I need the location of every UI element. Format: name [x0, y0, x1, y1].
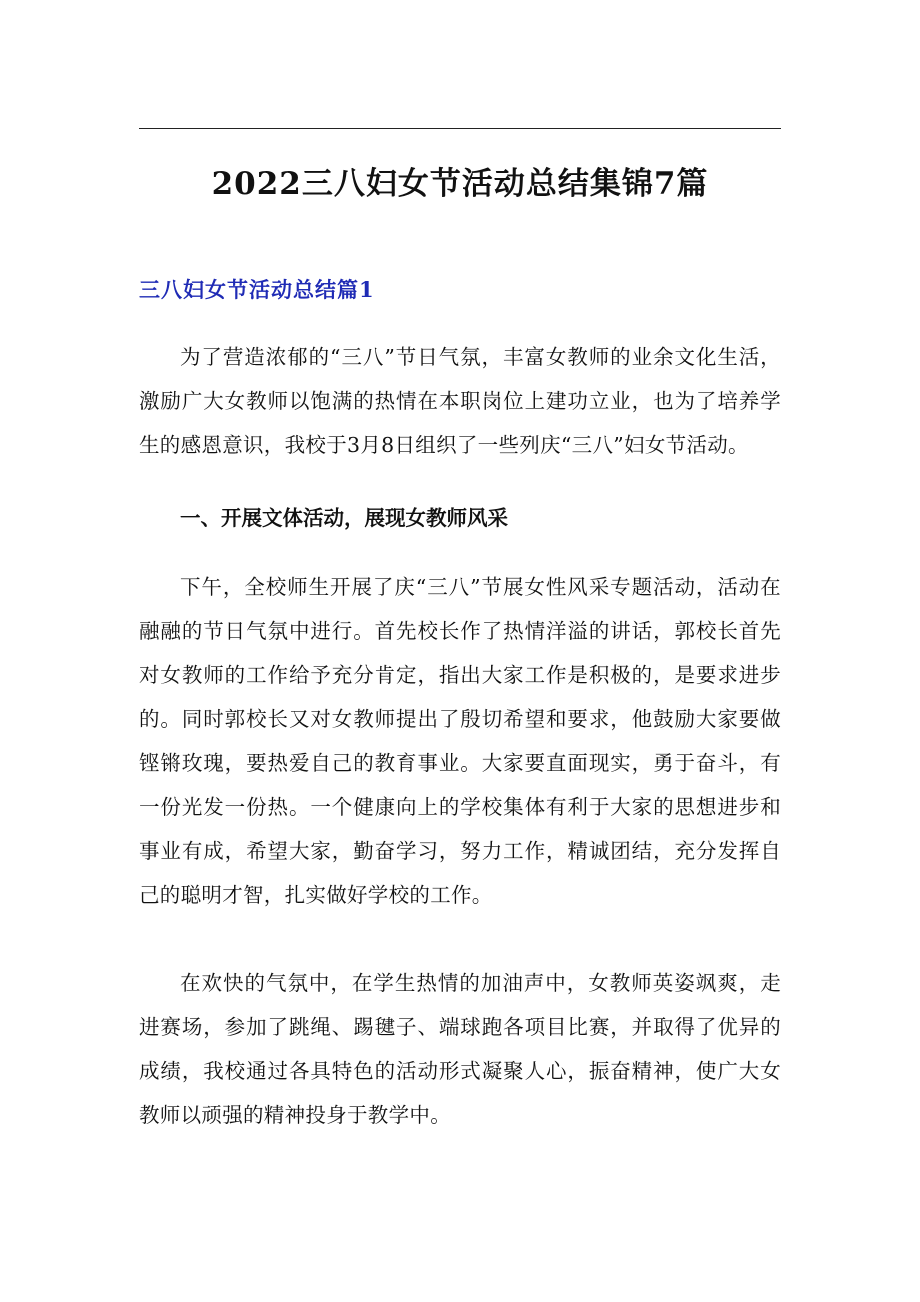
- section-heading: 三八妇女节活动总结篇1: [139, 277, 375, 302]
- body-paragraph-3: 在欢快的气氛中，在学生热情的加油声中，女教师英姿飒爽，走进赛场，参加了跳绳、踢毽子、端球跑各项目比赛，并取得了优异的成绩，我校通过各具特色的活动形式凝聚人心，振奋精神，使广大女教师以顽强的精神投身于教学中。: [139, 971, 781, 1127]
- header-rule: [139, 128, 781, 129]
- subheading-sports-activities: 一、开展文体活动，展现女教师风采: [180, 506, 508, 530]
- body-paragraph-2: 下午，全校师生开展了庆“三八”节展女性风采专题活动，活动在融融的节日气氛中进行。首先校长作了热情洋溢的讲话，郭校长首先对女教师的工作给予充分肯定，指出大家工作是积极的，是要求进步的。同时郭校长又对女教师提出了殷切希望和要求，他鼓励大家要做铿锵玫瑰，要热爱自己的教育事业。大家要直面现实，勇于奋斗，有一份光发一份热。一个健康向上的学校集体有利于大家的思想进步和事业有成，希望大家，勤奋学习，努力工作，精诚团结，充分发挥自己的聪明才智，扎实做好学校的工作。: [139, 575, 781, 907]
- document-title: 2022三八妇女节活动总结集锦7篇: [211, 166, 709, 202]
- intro-paragraph: 为了营造浓郁的“三八”节日气氛，丰富女教师的业余文化生活，激励广大女教师以饱满的热情在本职岗位上建功立业，也为了培养学生的感恩意识，我校于3月8日组织了一些列庆“三八”妇女节活动。: [139, 345, 781, 457]
